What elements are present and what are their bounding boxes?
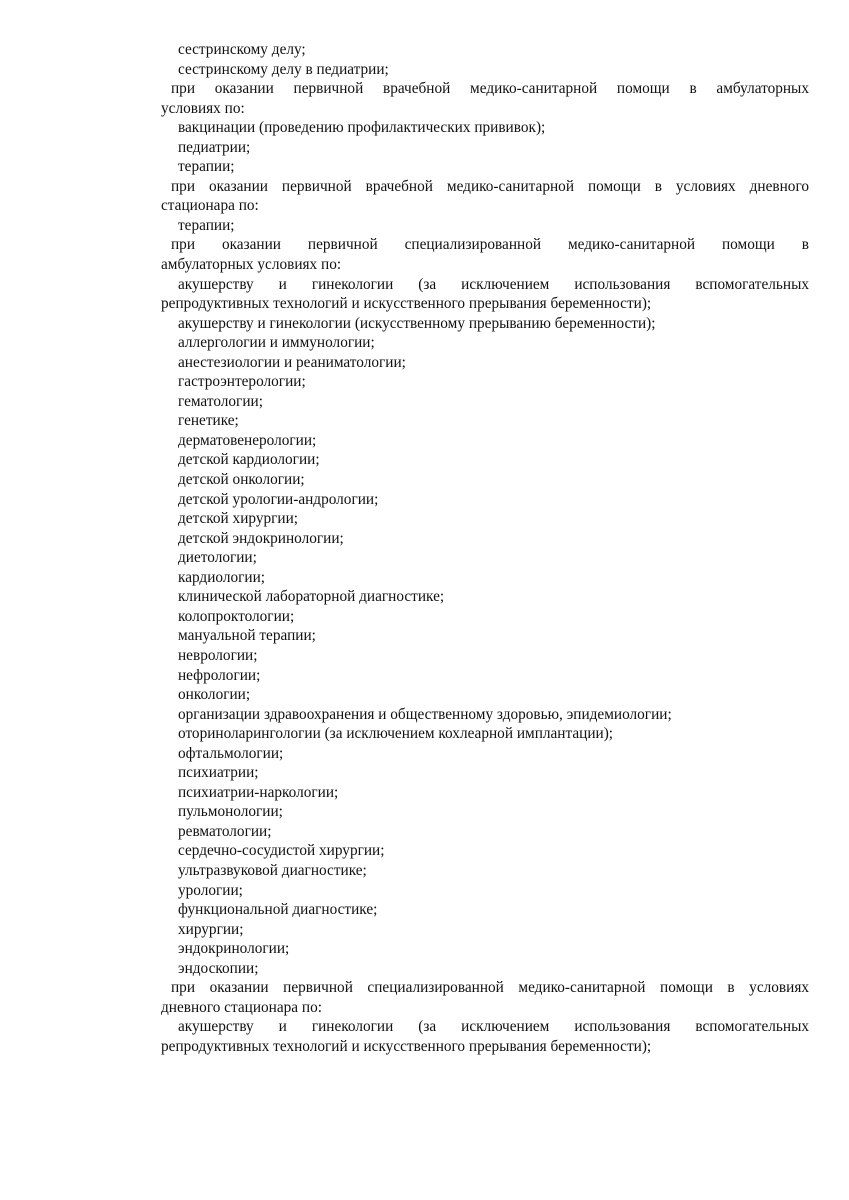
list-item-line: психиатрии-наркологии; [178,783,339,801]
continuation-line: репродуктивных технологий и искусственного прерывания беременности); [161,295,652,313]
section-heading-line: при оказании первичной врачебной медико-санитарной помощи в условиях дневного [171,177,809,195]
list-item-line: сестринскому делу в педиатрии; [178,60,389,78]
continuation-line: условиях по: [161,99,245,117]
list-item-line: мануальной терапии; [178,627,316,645]
list-item-line: пульмонологии; [178,803,283,821]
list-item-line: вакцинации (проведению профилактических прививок); [178,119,546,137]
list-item-line: сердечно-сосудистой хирургии; [178,842,385,860]
list-item-line: оториноларингологии (за исключением кохлеарной имплантации); [178,725,614,743]
list-item-line: акушерству и гинекологии (за исключением использования вспомогательных [178,1018,809,1036]
list-item-line: терапии; [178,216,235,234]
list-item-line: детской эндокринологии; [178,529,344,547]
list-item-line: диетологии; [178,549,257,567]
list-item-line: психиатрии; [178,764,259,782]
list-item-line: ультразвуковой диагностике; [178,861,367,879]
list-item-line: терапии; [178,158,235,176]
list-item-line: функциональной диагностике; [178,901,378,919]
list-item-line: кардиологии; [178,568,266,586]
list-item-line: аллергологии и иммунологии; [178,334,375,352]
list-item-line: неврологии; [178,646,258,664]
document-page [161,40,809,1056]
list-item-line: эндоскопии; [178,959,259,977]
list-item-line: детской урологии-андрологии; [178,490,379,508]
section-heading-line: при оказании первичной специализированной медико-санитарной помощи в условиях [171,979,809,997]
continuation-line: дневного стационара по: [161,998,322,1016]
list-item-line: колопроктологии; [178,607,295,625]
list-item-line: акушерству и гинекологии (искусственному прерыванию беременности); [178,314,656,332]
list-item-line: детской хирургии; [178,510,299,528]
list-item-line: клинической лабораторной диагностике; [178,588,445,606]
list-item-line: организации здравоохранения и общественному здоровью, эпидемиологии; [178,705,672,723]
list-item-line: генетике; [178,412,239,430]
list-item-line: хирургии; [178,920,244,938]
section-heading-line: при оказании первичной врачебной медико-санитарной помощи в амбулаторных [171,80,809,98]
list-item-line: урологии; [178,881,243,899]
list-item-line: анестезиологии и реаниматологии; [178,353,406,371]
list-item-line: ревматологии; [178,822,272,840]
continuation-line: репродуктивных технологий и искусственного прерывания беременности); [161,1037,652,1055]
continuation-line: стационара по: [161,197,259,215]
list-item-line: гастроэнтерологии; [178,373,306,391]
list-item-line: гематологии; [178,392,263,410]
continuation-line: амбулаторных условиях по: [161,256,342,274]
list-item-line: онкологии; [178,686,251,704]
list-item-line: сестринскому делу; [178,41,306,58]
list-item-line: детской онкологии; [178,471,305,489]
list-item-line: детской кардиологии; [178,451,320,469]
list-item-line: педиатрии; [178,138,251,156]
list-item-line: эндокринологии; [178,940,290,958]
list-item-line: нефрологии; [178,666,261,684]
list-item-line: дерматовенерологии; [178,431,317,449]
list-item-line: акушерству и гинекологии (за исключением использования вспомогательных [178,275,809,293]
section-heading-line: при оказании первичной специализированной медико-санитарной помощи в [171,236,809,254]
list-item-line: офтальмологии; [178,744,284,762]
